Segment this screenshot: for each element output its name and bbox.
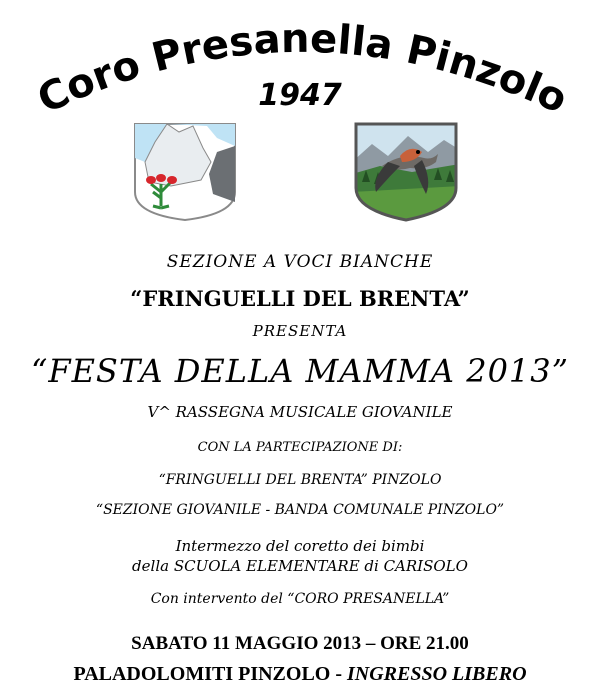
intervention-line: Con intervento del “CORO PRESANELLA”	[150, 591, 450, 607]
bird-mountain-crest-icon	[352, 122, 460, 222]
intermezzo-line-1: Intermezzo del coretto dei bimbi	[175, 537, 425, 555]
venue: PALADOLOMITI PINZOLO -	[73, 663, 348, 685]
venue-line	[0, 663, 600, 686]
club-title: Coro Presanella Pinzolo	[30, 15, 575, 123]
group-name: “FRINGUELLI DEL BRENTA”	[130, 286, 470, 311]
intermezzo-line-2: della SCUOLA ELEMENTARE di CARISOLO	[132, 557, 468, 575]
participation-heading: CON LA PARTECIPAZIONE DI:	[197, 440, 403, 455]
presents-line: PRESENTA	[252, 322, 348, 340]
alpine-flower-crest-icon	[131, 122, 239, 222]
participant-1: “FRINGUELLI DEL BRENTA” PINZOLO	[158, 472, 442, 488]
admission: INGRESSO LIBERO	[347, 663, 527, 685]
event-title: “FESTA DELLA MAMMA 2013”	[31, 352, 569, 390]
event-subtitle: V^ RASSEGNA MUSICALE GIOVANILE	[147, 403, 453, 421]
section-line: SEZIONE A VOCI BIANCHE	[166, 252, 434, 272]
date-time: SABATO 11 MAGGIO 2013 – ORE 21.00	[131, 633, 469, 654]
founding-year: 1947	[258, 78, 342, 113]
participant-2: “SEZIONE GIOVANILE - BANDA COMUNALE PINZOLO”	[95, 502, 505, 518]
